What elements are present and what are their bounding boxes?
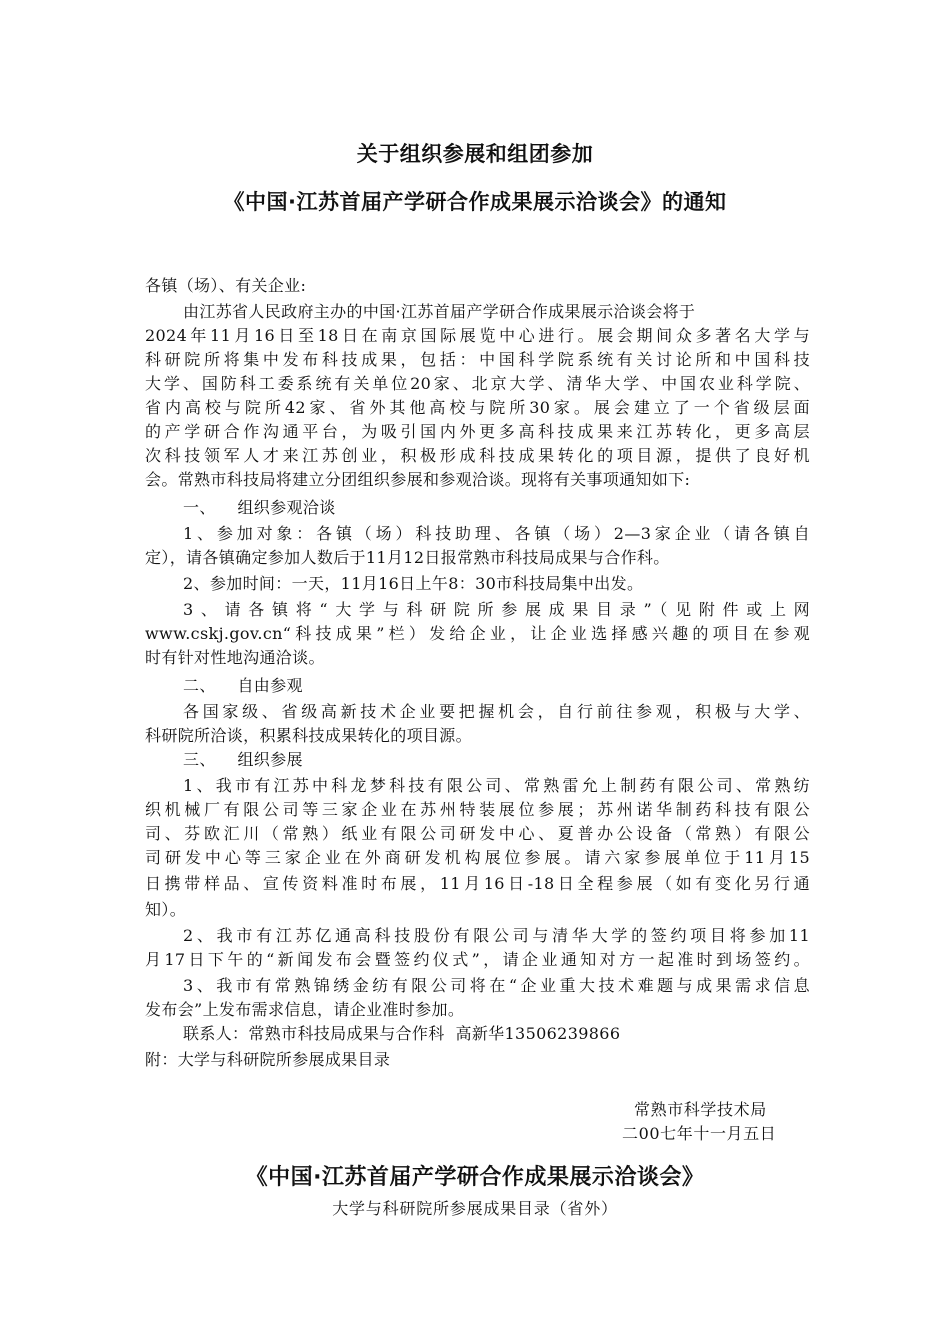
body-line: 的产学研合作沟通平台，为吸引国内外更多高科技成果来江苏转化，更多高层: [145, 422, 810, 441]
body-line: 知）。: [145, 900, 187, 919]
body-line: 1、我市有江苏中科龙梦科技有限公司、常熟雷允上制药有限公司、常熟纺: [183, 776, 810, 795]
body-line: 司研发中心等三家企业在外商研发机构展位参展。请六家参展单位于11月15: [145, 848, 810, 867]
section-heading-2: 二、 自由参观: [183, 676, 303, 695]
contact-line: 联系人：常熟市科技局成果与合作科 高新华13506239866: [183, 1024, 621, 1043]
signature-date: 二00七年十一月五日: [622, 1124, 777, 1143]
body-line: 定），请各镇确定参加人数后于11月12日报常熟市科技局成果与合作科。: [145, 548, 670, 567]
salutation: 各镇（场）、有关企业:: [145, 276, 307, 295]
body-line: 省内高校与院所42家、省外其他高校与院所30家。展会建立了一个省级层面: [145, 398, 810, 417]
appendix-title: 《中国·江苏首届产学研合作成果展示洽谈会》: [245, 1165, 705, 1190]
body-line: 3、请各镇将“大学与科研院所参展成果目录”（见附件或上网: [183, 600, 810, 619]
section-heading-1: 一、 组织参观洽谈: [183, 498, 336, 517]
body-line: 2、我市有江苏亿通高科技股份有限公司与清华大学的签约项目将参加11: [183, 926, 810, 945]
body-line: 2、参加时间：一天，11月16日上午8：30市科技局集中出发。: [183, 574, 644, 593]
body-line: 会。常熟市科技局将建立分团组织参展和参观洽谈。现将有关事项通知如下:: [145, 470, 691, 489]
notice-title-line-2: 《中国·江苏首届产学研合作成果展示洽谈会》的通知: [223, 190, 727, 214]
signature-org: 常熟市科学技术局: [634, 1100, 767, 1119]
body-line: 3、我市有常熟锦绣金纺有限公司将在“企业重大技术难题与成果需求信息: [183, 976, 810, 995]
section-heading-3: 三、 组织参展: [183, 750, 303, 769]
attachment-line: 附：大学与科研院所参展成果目录: [145, 1050, 391, 1069]
body-line: 月17日下午的“新闻发布会暨签约仪式”，请企业通知对方一起准时到场签约。: [145, 950, 810, 969]
body-line: 由江苏省人民政府主办的中国·江苏首届产学研合作成果展示洽谈会将于: [183, 302, 696, 321]
body-line: 2024年11月16日至18日在南京国际展览中心进行。展会期间众多著名大学与: [145, 326, 810, 345]
body-line: 次科技领军人才来江苏创业，积极形成科技成果转化的项目源，提供了良好机: [145, 446, 810, 465]
body-line: 时有针对性地沟通洽谈。: [145, 648, 325, 667]
body-line: 各国家级、省级高新技术企业要把握机会，自行前往参观，积极与大学、: [183, 702, 810, 721]
body-line: 织机械厂有限公司等三家企业在苏州特装展位参展；苏州诺华制药科技有限公: [145, 800, 810, 819]
body-line: 发布会”上发布需求信息，请企业准时参加。: [145, 1000, 465, 1019]
body-line: 科研院所洽谈，积累科技成果转化的项目源。: [145, 726, 473, 745]
notice-title-line-1: 关于组织参展和组团参加: [356, 142, 594, 166]
body-line: 日携带样品、宣传资料准时布展，11月16日-18日全程参展（如有变化另行通: [145, 874, 810, 893]
body-line: 科研院所将集中发布科技成果，包括：中国科学院系统有关讨论所和中国科技: [145, 350, 810, 369]
body-line: www.cskj.gov.cn“科技成果”栏）发给企业，让企业选择感兴趣的项目在参观: [145, 624, 810, 643]
body-line: 1、参加对象：各镇（场）科技助理、各镇（场）2—3家企业（请各镇自: [183, 524, 810, 543]
body-line: 大学、国防科工委系统有关单位20家、北京大学、清华大学、中国农业科学院、: [145, 374, 810, 393]
appendix-subtitle: 大学与科研院所参展成果目录（省外）: [332, 1199, 618, 1218]
body-line: 司、芬欧汇川（常熟）纸业有限公司研发中心、夏普办公设备（常熟）有限公: [145, 824, 810, 843]
